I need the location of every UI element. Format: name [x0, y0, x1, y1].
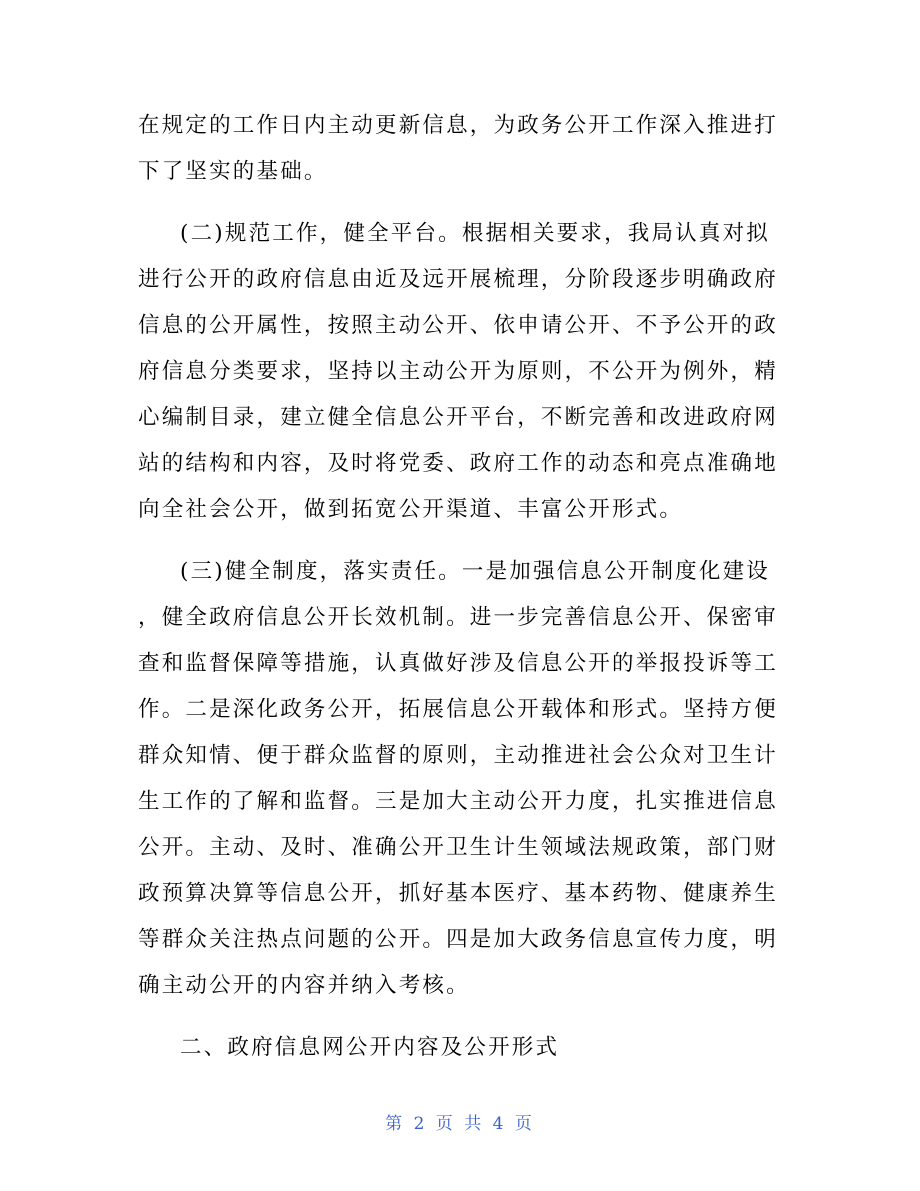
page-number-footer: 第 2 页 共 4 页 [385, 1114, 535, 1134]
text-line: 政预算决算等信息公开，抓好基本医疗、基本药物、健康养生 [138, 881, 778, 906]
text-line: (二)规范工作，健全平台。根据相关要求，我局认真对拟 [180, 221, 770, 246]
text-line: 确主动公开的内容并纳入考核。 [138, 973, 470, 998]
text-line: 生工作的了解和监督。三是加大主动公开力度，扎实推进信息 [138, 789, 778, 814]
heading-text: 二、政府信息网公开内容及公开形式 [180, 1035, 560, 1060]
text-line: 心编制目录，建立健全信息公开平台，不断完善和改进政府网 [138, 405, 778, 430]
paragraph-section-2 [138, 211, 798, 533]
text-line: ，健全政府信息公开长效机制。进一步完善信息公开、保密审 [138, 605, 778, 630]
text-line: 进行公开的政府信息由近及远开展梳理，分阶段逐步明确政府 [138, 267, 778, 292]
text-line: 府信息分类要求，坚持以主动公开为原则，不公开为例外，精 [138, 359, 778, 384]
text-line: 站的结构和内容，及时将党委、政府工作的动态和亮点准确地 [138, 451, 778, 476]
text-line: 公开。主动、及时、准确公开卫生计生领域法规政策，部门财 [138, 835, 778, 860]
document-body [138, 103, 798, 1071]
text-line: 在规定的工作日内主动更新信息，为政务公开工作深入推进打 [138, 113, 778, 138]
text-line: 下了坚实的基础。 [138, 159, 328, 184]
text-line: (三)健全制度，落实责任。一是加强信息公开制度化建设 [180, 559, 770, 584]
text-line: 信息的公开属性，按照主动公开、依申请公开、不予公开的政 [138, 313, 778, 338]
section-heading [138, 1025, 798, 1071]
text-line: 作。二是深化政务公开，拓展信息公开载体和形式。坚持方便 [138, 697, 778, 722]
text-line: 查和监督保障等措施，认真做好涉及信息公开的举报投诉等工 [138, 651, 778, 676]
paragraph-continuation [138, 103, 798, 195]
text-line: 向全社会公开，做到拓宽公开渠道、丰富公开形式。 [138, 497, 684, 522]
text-line: 群众知情、便于群众监督的原则，主动推进社会公众对卫生计 [138, 743, 778, 768]
text-line: 等群众关注热点问题的公开。四是加大政务信息宣传力度，明 [138, 927, 778, 952]
paragraph-section-3 [138, 549, 798, 1009]
